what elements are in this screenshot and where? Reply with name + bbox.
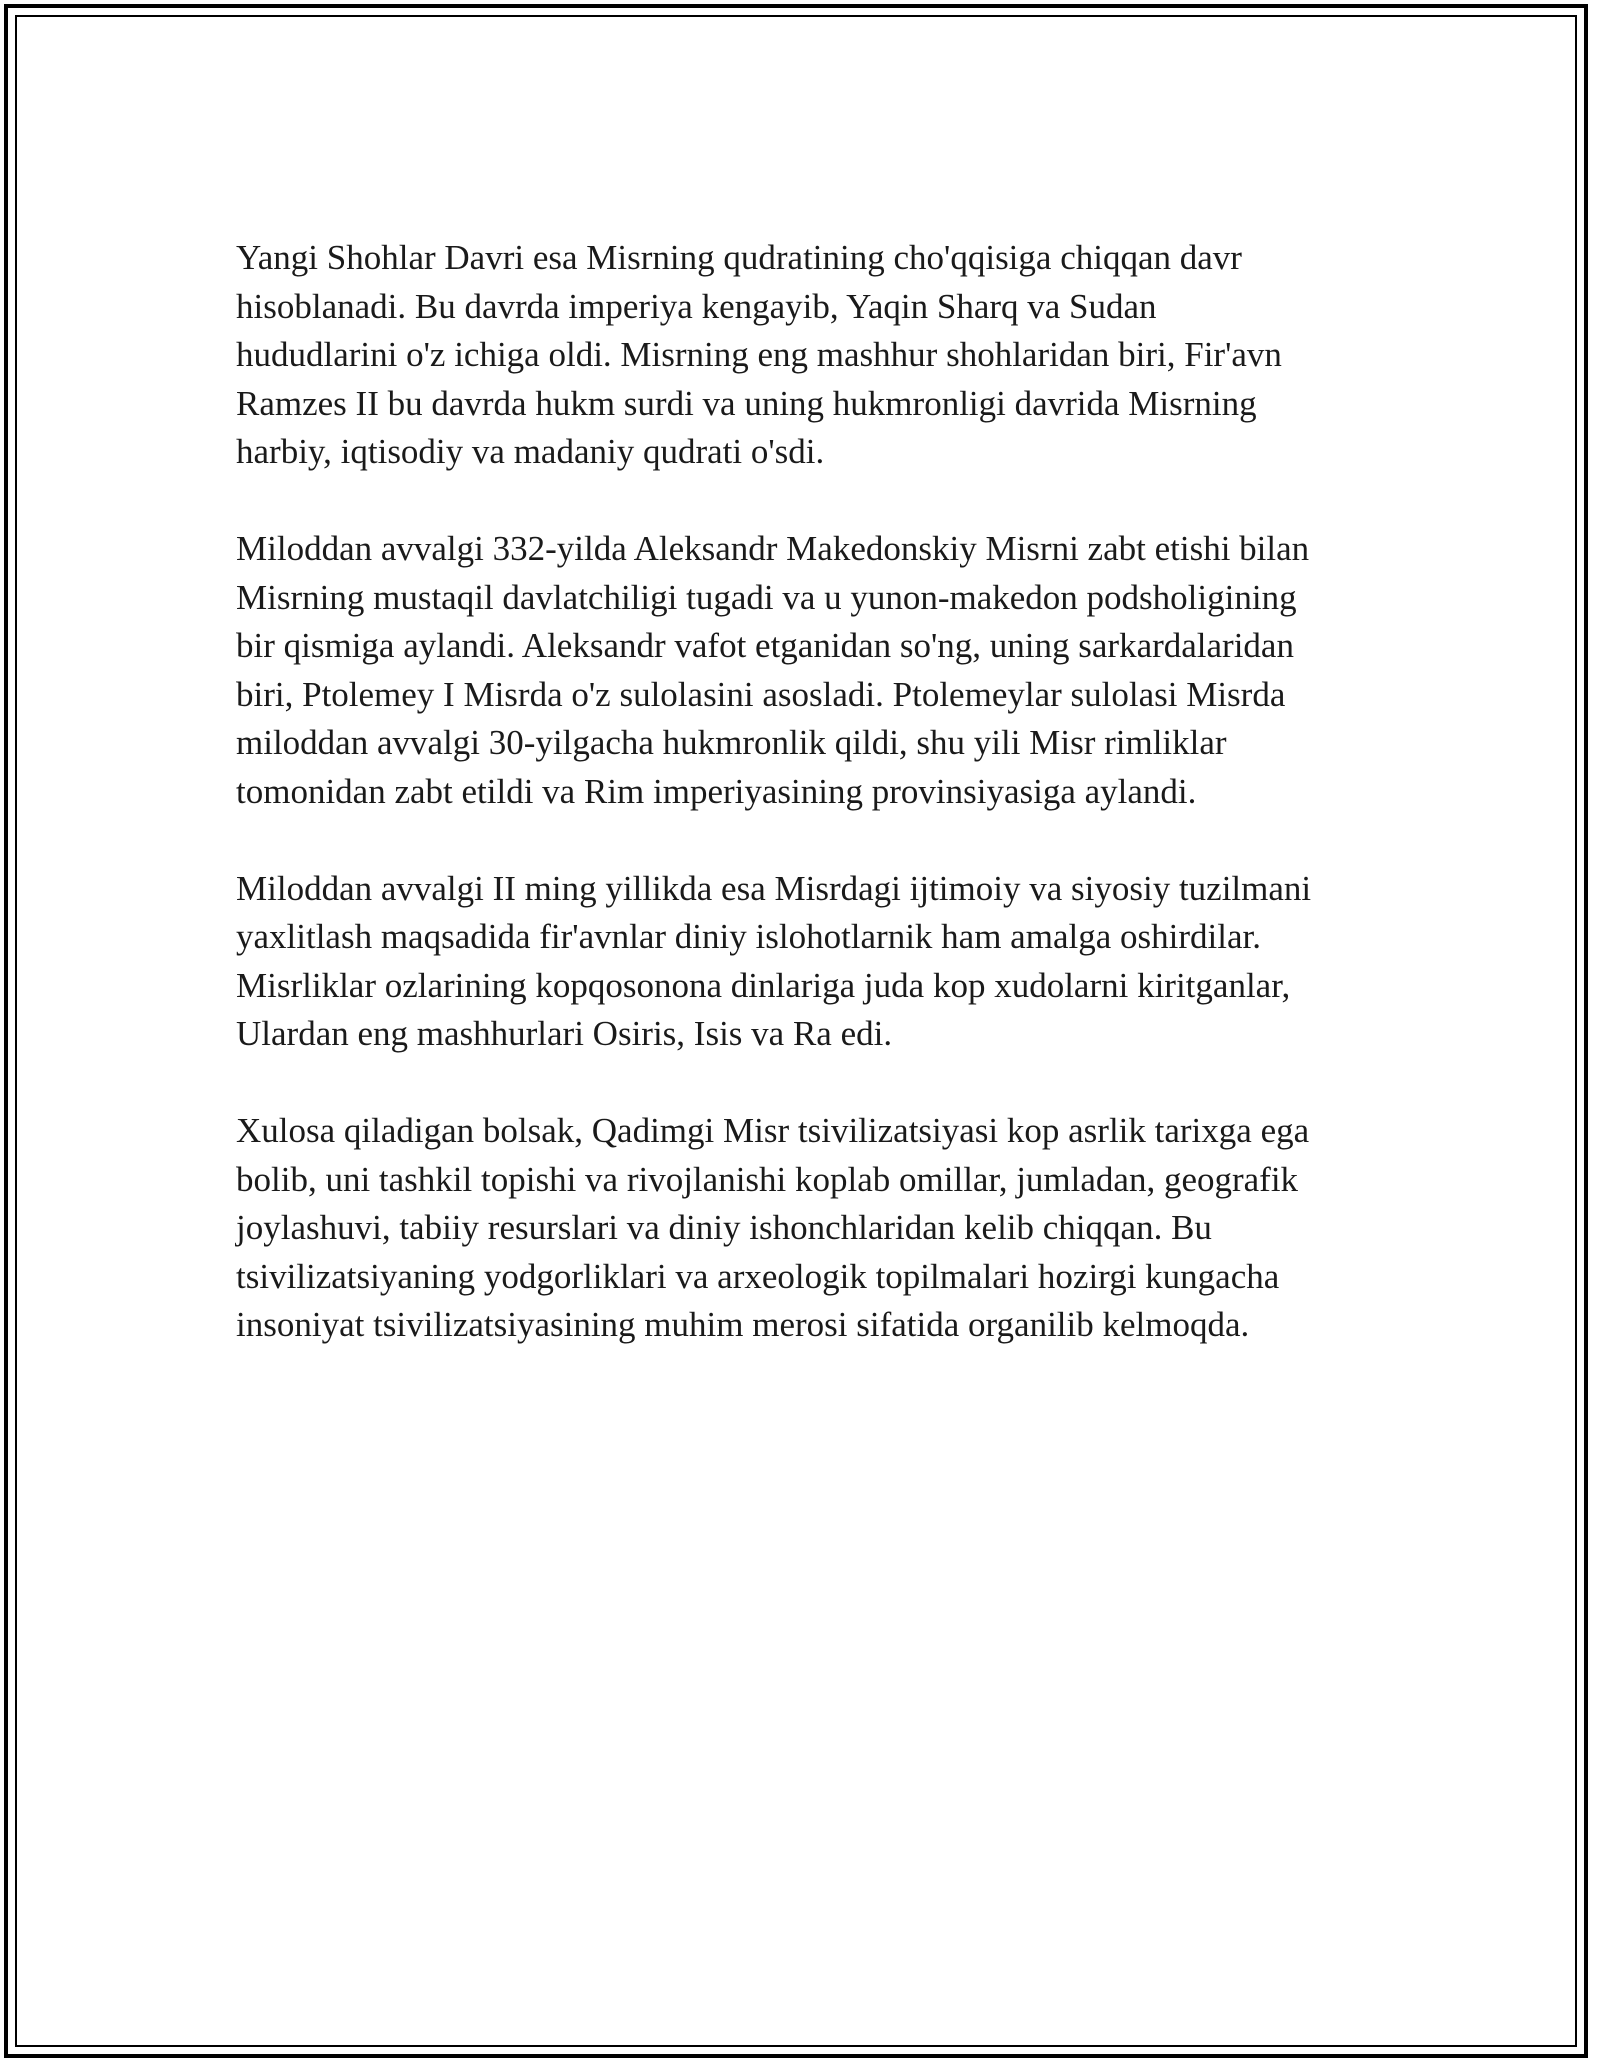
text-line: tsivilizatsiyaning yodgorliklari va arxeologik topilmalari hozirgi kungacha bbox=[236, 1256, 1280, 1296]
text-line: biri, Ptolemey I Misrda o'z sulolasini asosladi. Ptolemeylar sulolasi Misrda bbox=[236, 674, 1286, 714]
text-line: joylashuvi, tabiiy resurslari va diniy ishonchlaridan kelib chiqqan. Bu bbox=[236, 1208, 1212, 1247]
document-body bbox=[236, 234, 1396, 1398]
text-line: Ramzes II bu davrda hukm surdi va uning hukmronligi davrida Misrning bbox=[236, 383, 1257, 423]
text-line: Misrning mustaqil davlatchiligi tugadi va u yunon-makedon podsholigining bbox=[236, 577, 1297, 617]
text-line: Miloddan avvalgi II ming yillikda esa Misrdagi ijtimoiy va siyosiy tuzilmani bbox=[236, 868, 1312, 908]
text-line: insoniyat tsivilizatsiyasining muhim merosi sifatida organilib kelmoqda. bbox=[236, 1305, 1250, 1344]
text-line: yaxlitlash maqsadida fir'avnlar diniy islohotlarnik ham amalga oshirdilar. bbox=[236, 917, 1261, 956]
paragraph-conclusion bbox=[236, 1107, 1396, 1350]
text-line: harbiy, iqtisodiy va madaniy qudrati o'sdi. bbox=[236, 432, 825, 471]
text-line: bolib, uni tashkil topishi va rivojlanishi koplab omillar, jumladan, geografik bbox=[236, 1159, 1299, 1199]
text-line: Miloddan avvalgi 332-yilda Aleksandr Makedonskiy Misrni zabt etishi bilan bbox=[236, 529, 1310, 568]
paragraph-religion bbox=[236, 865, 1396, 1059]
text-line: hududlarini o'z ichiga oldi. Misrning eng mashhur shohlaridan biri, Fir'avn bbox=[236, 335, 1282, 374]
paragraph-alexander bbox=[236, 525, 1396, 816]
text-line: Misrliklar ozlarining kopqosonona dinlariga juda kop xudolarni kiritganlar, bbox=[236, 965, 1291, 1005]
text-line: bir qismiga aylandi. Aleksandr vafot etganidan so'ng, uning sarkardalaridan bbox=[236, 626, 1294, 665]
text-line: Ulardan eng mashhurlari Osiris, Isis va Ra edi. bbox=[236, 1014, 893, 1053]
text-line: Xulosa qiladigan bolsak, Qadimgi Misr tsivilizatsiyasi kop asrlik tarixga ega bbox=[236, 1111, 1310, 1150]
text-line: miloddan avvalgi 30-yilgacha hukmronlik qildi, shu yili Misr rimliklar bbox=[236, 723, 1227, 762]
text-line: hisoblanadi. Bu davrda imperiya kengayib, Yaqin Sharq va Sudan bbox=[236, 286, 1157, 326]
paragraph-new-kingdom bbox=[236, 234, 1396, 477]
text-line: Yangi Shohlar Davri esa Misrning qudratining cho'qqisiga chiqqan davr bbox=[236, 238, 1242, 277]
text-line: tomonidan zabt etildi va Rim imperiyasining provinsiyasiga aylandi. bbox=[236, 771, 1197, 811]
